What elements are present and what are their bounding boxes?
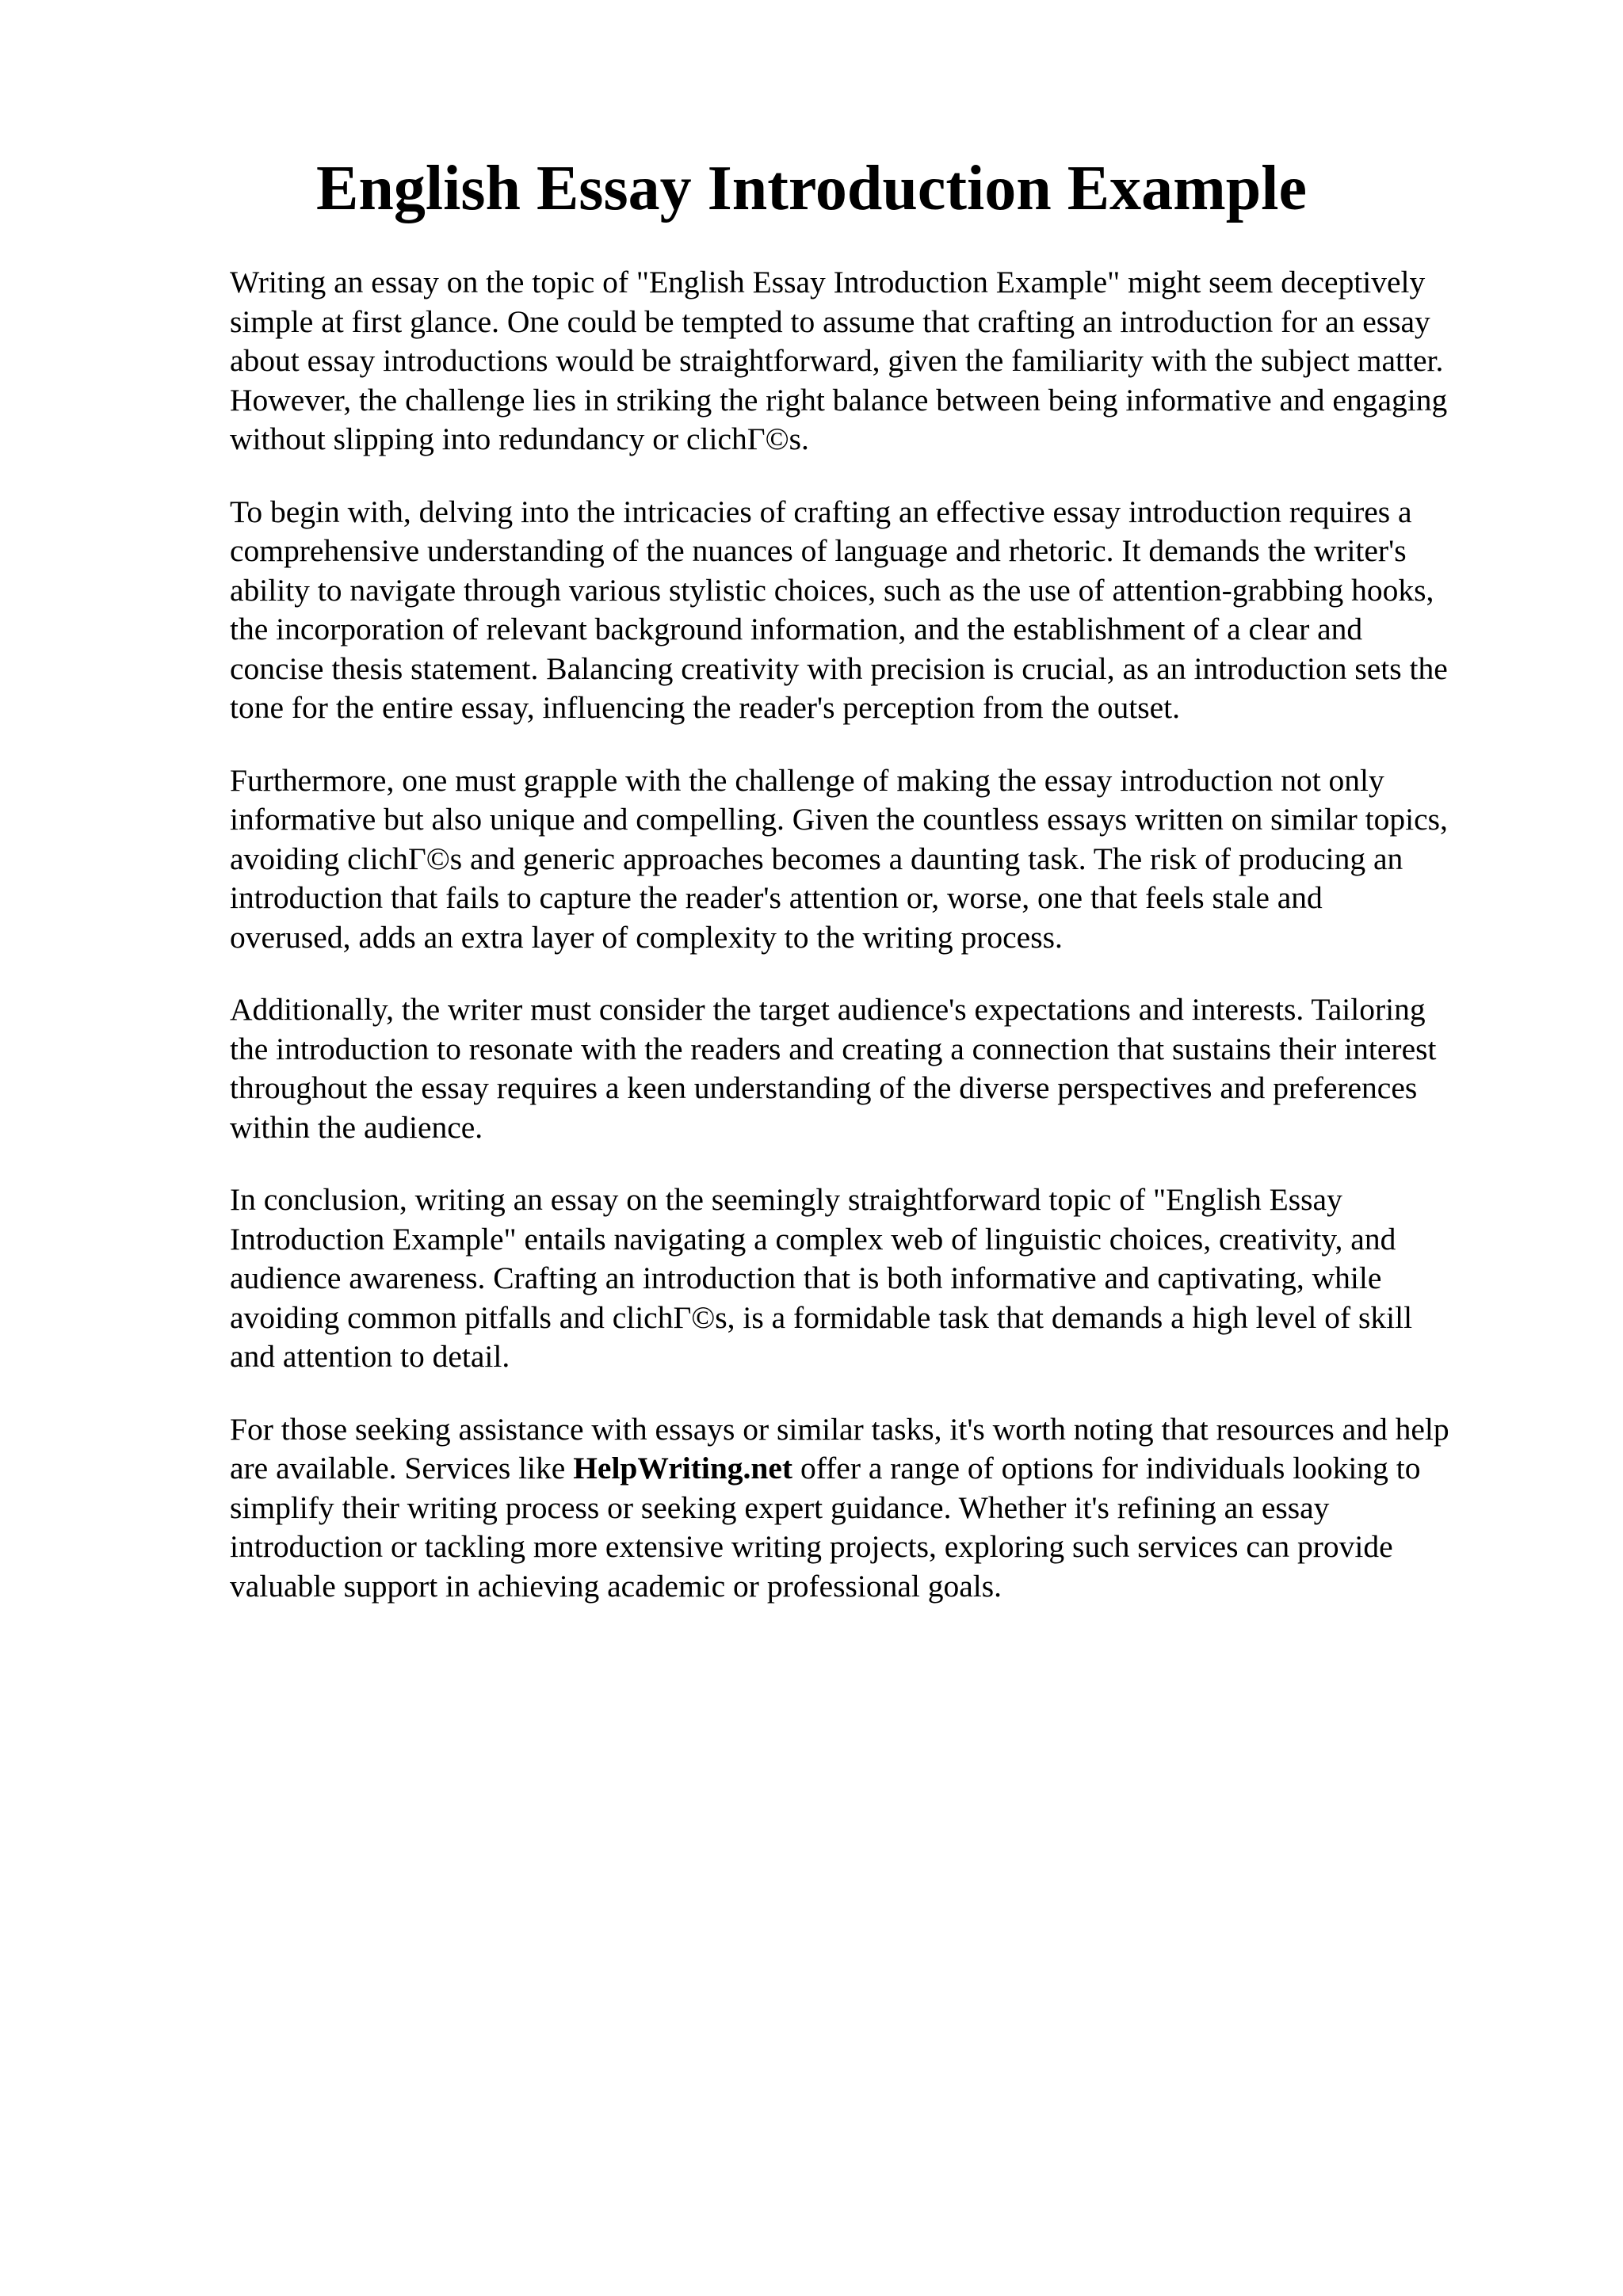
text-line: audience awareness. Crafting an introduction that is both informative and captivating, while xyxy=(230,1261,1382,1295)
text-line: introduction or tackling more extensive writing projects, exploring such services can provide xyxy=(230,1529,1393,1564)
text-line: introduction that fails to capture the reader's attention or, worse, one that feels stale and xyxy=(230,880,1323,915)
text-line: tone for the entire essay, influencing the reader's perception from the outset. xyxy=(230,690,1180,725)
text-line: overused, adds an extra layer of complexity to the writing process. xyxy=(230,919,1063,955)
text-line: informative but also unique and compelling. Given the countless essays written on similar topics, xyxy=(230,802,1448,837)
text-line: within the audience. xyxy=(230,1109,483,1145)
document-body xyxy=(230,263,1514,1639)
text-line: Writing an essay on the topic of "English Essay Introduction Example" might seem deceptively xyxy=(230,265,1426,299)
paragraph-3 xyxy=(230,761,1514,958)
text-line: ability to navigate through various stylistic choices, such as the use of attention-grabbing hooks, xyxy=(230,572,1434,608)
text-line: throughout the essay requires a keen understanding of the diverse perspectives and preferences xyxy=(230,1070,1418,1105)
text-line: the incorporation of relevant background information, and the establishment of a clear and xyxy=(230,612,1363,646)
text-line: simplify their writing process or seeking expert guidance. Whether it's refining an essay xyxy=(230,1489,1330,1525)
paragraph-1 xyxy=(230,263,1514,460)
text-line: avoiding common pitfalls and clichΓ©s, is a formidable task that demands a high level of skill xyxy=(230,1299,1413,1335)
text-line: avoiding clichΓ©s and generic approaches becomes a daunting task. The risk of producing an xyxy=(230,841,1403,876)
text-segment: are available. Services like xyxy=(230,1451,574,1486)
paragraph-5 xyxy=(230,1180,1514,1377)
text-line: Introduction Example" entails navigating a complex web of linguistic choices, creativity, and xyxy=(230,1221,1396,1257)
text-line: valuable support in achieving academic or professional goals. xyxy=(230,1568,1002,1604)
text-line: To begin with, delving into the intricacies of crafting an effective essay introduction requires a xyxy=(230,494,1412,529)
text-line: Additionally, the writer must consider the target audience's expectations and interests. Tailoring xyxy=(230,992,1426,1027)
helpwriting-brand: HelpWriting.net xyxy=(573,1451,793,1486)
text-line xyxy=(230,1449,1514,1489)
text-line: the introduction to resonate with the readers and creating a connection that sustains their interest xyxy=(230,1031,1437,1066)
text-line: However, the challenge lies in striking the right balance between being informative and engaging xyxy=(230,382,1448,418)
text-line: comprehensive understanding of the nuances of language and rhetoric. It demands the writer's xyxy=(230,533,1407,568)
text-line: concise thesis statement. Balancing creativity with precision is crucial, as an introduction sets the xyxy=(230,650,1448,686)
document-title: English Essay Introduction Example xyxy=(316,154,1307,223)
text-segment: offer a range of options for individuals looking to xyxy=(792,1451,1421,1486)
text-line: about essay introductions would be straightforward, given the familiarity with the subject matter. xyxy=(230,343,1444,378)
paragraph-6 xyxy=(230,1410,1514,1607)
text-line: In conclusion, writing an essay on the seemingly straightforward topic of "English Essay xyxy=(230,1182,1342,1217)
text-line: and attention to detail. xyxy=(230,1339,510,1374)
paragraph-2 xyxy=(230,493,1514,728)
text-line: simple at first glance. One could be tempted to assume that crafting an introduction for an essay xyxy=(230,303,1430,339)
paragraph-4 xyxy=(230,990,1514,1147)
text-line: without slipping into redundancy or clichΓ©s. xyxy=(230,421,809,456)
text-line: For those seeking assistance with essays or similar tasks, it's worth noting that resources and help xyxy=(230,1411,1449,1447)
text-line: Furthermore, one must grapple with the challenge of making the essay introduction not only xyxy=(230,762,1384,798)
